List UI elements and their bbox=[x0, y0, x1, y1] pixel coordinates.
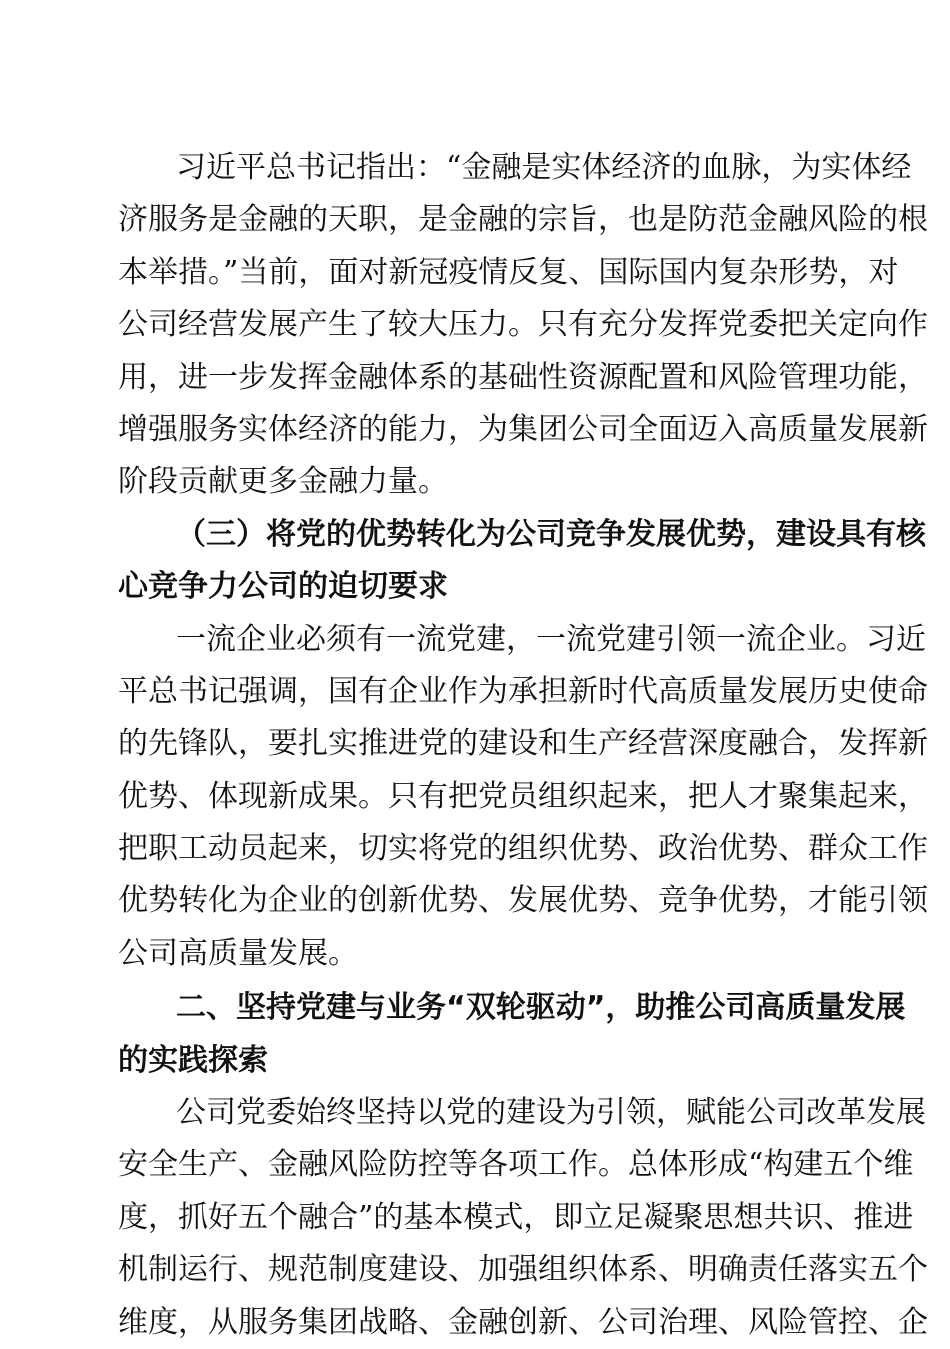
text-line: 的先锋队，要扎实推进党的建设和生产经营深度融合，发挥新 bbox=[118, 726, 928, 762]
text-line: 平总书记强调，国有企业作为承担新时代高质量发展历史使命 bbox=[118, 673, 928, 709]
sub-heading-line: （三）将党的优势转化为公司竞争发展优势，建设具有核 bbox=[176, 516, 926, 552]
text-line: 优势、体现新成果。只有把党员组织起来，把人才聚集起来， bbox=[118, 778, 928, 814]
text-line: 济服务是金融的天职，是金融的宗旨，也是防范金融风险的根 bbox=[118, 202, 928, 238]
text-line: 公司经营发展产生了较大压力。只有充分发挥党委把关定向作 bbox=[118, 307, 928, 343]
sub-heading-line: 心竞争力公司的迫切要求 bbox=[118, 569, 448, 605]
text-line: 维度，从服务集团战略、金融创新、公司治理、风险管控、企 bbox=[118, 1304, 928, 1340]
text-line: 阶段贡献更多金融力量。 bbox=[118, 464, 448, 500]
text-line: 公司高质量发展。 bbox=[118, 935, 358, 971]
text-line: 用，进一步发挥金融体系的基础性资源配置和风险管理功能， bbox=[118, 359, 928, 395]
paragraph-party-building bbox=[118, 614, 928, 981]
paragraph-finance-mission bbox=[118, 142, 928, 509]
text-line: 度，抓好五个融合”的基本模式，即立足凝聚思想共识、推进 bbox=[118, 1199, 914, 1235]
text-line: 一流企业必须有一流党建，一流党建引领一流企业。习近 bbox=[176, 621, 926, 657]
sub-heading-three bbox=[118, 509, 926, 614]
text-line: 机制运行、规范制度建设、加强组织体系、明确责任落实五个 bbox=[118, 1252, 928, 1288]
text-line: 安全生产、金融风险防控等各项工作。总体形成“构建五个维 bbox=[118, 1147, 914, 1183]
text-line: 习近平总书记指出：“金融是实体经济的血脉，为实体经 bbox=[176, 150, 912, 185]
text-line: 公司党委始终坚持以党的建设为引领，赋能公司改革发展 bbox=[176, 1095, 926, 1131]
section-heading-line: 的实践探索 bbox=[118, 1042, 268, 1078]
document-body bbox=[118, 142, 928, 1349]
text-line: 增强服务实体经济的能力，为集团公司全面迈入高质量发展新 bbox=[118, 411, 928, 447]
text-line: 把职工动员起来，切实将党的组织优势、政治优势、群众工作 bbox=[118, 831, 928, 867]
text-line: 本举措。”当前，面对新冠疫情反复、国际国内复杂形势，对 bbox=[118, 254, 899, 290]
paragraph-practice bbox=[118, 1087, 928, 1349]
section-heading-two bbox=[118, 982, 906, 1087]
text-line: 优势转化为企业的创新优势、发展优势、竞争优势，才能引领 bbox=[118, 883, 928, 919]
section-heading-line: 二、坚持党建与业务“双轮驱动”，助推公司高质量发展 bbox=[176, 990, 906, 1026]
